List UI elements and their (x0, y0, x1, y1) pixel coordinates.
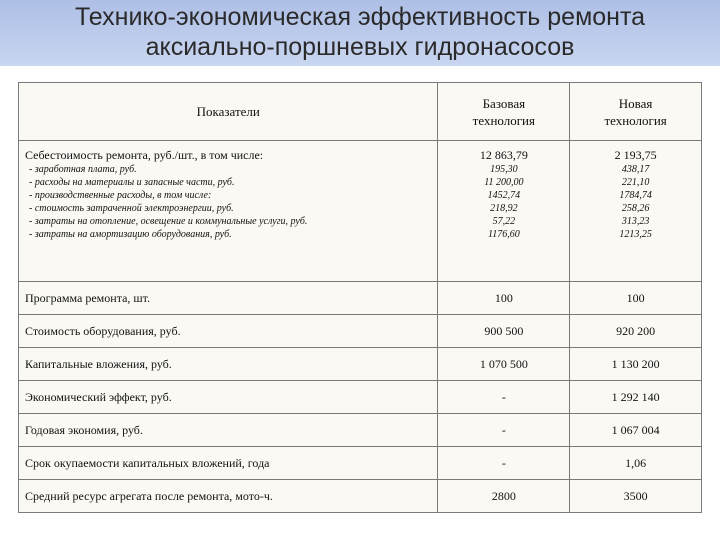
cost-base-cell (438, 141, 570, 282)
row-new-value: 1 292 140 (570, 381, 702, 414)
cost-label: Себестоимость ремонта, руб./шт., в том числе: (25, 148, 264, 162)
row-label: Годовая экономия, руб. (19, 414, 438, 447)
cost-item-label: - затраты на отопление, освещение и коммунальные услуги, руб. (29, 216, 308, 227)
header-row (19, 83, 702, 141)
table-row (19, 282, 702, 315)
cost-base-total: 12 863,79 (479, 148, 528, 162)
row-label: Экономический эффект, руб. (19, 381, 438, 414)
row-label: Капитальные вложения, руб. (19, 348, 438, 381)
cost-item-label: - стоимость затраченной электроэнергии, руб. (29, 203, 234, 214)
cost-items (25, 163, 431, 241)
efficiency-table (18, 82, 702, 513)
row-new-value: 1,06 (570, 447, 702, 480)
table-row (19, 480, 702, 513)
row-base-value: - (438, 447, 570, 480)
row-new-value: 3500 (570, 480, 702, 513)
cost-row (19, 141, 702, 282)
cost-item-label: - производственные расходы, в том числе: (29, 190, 212, 201)
row-base-value: - (438, 414, 570, 447)
header-new: Новая технология (570, 83, 702, 141)
row-base-value: - (438, 381, 570, 414)
cost-new-items: 438,17 221,10 1784,74 258,26 313,23 1213,25 (619, 164, 652, 240)
title-line-1: Технико-экономическая эффективность ремонта (74, 3, 646, 31)
row-new-value: 920 200 (570, 315, 702, 348)
title-line-2: аксиально-поршневых гидронасосов (145, 33, 575, 61)
cost-item-label: - затраты на амортизацию оборудования, руб. (29, 229, 232, 240)
row-label: Стоимость оборудования, руб. (19, 315, 438, 348)
table-row (19, 381, 702, 414)
table-row (19, 348, 702, 381)
cost-label-cell (19, 141, 438, 282)
row-new-value: 1 067 004 (570, 414, 702, 447)
row-new-value: 1 130 200 (570, 348, 702, 381)
cost-item-label: - расходы на материалы и запасные части, руб. (29, 177, 235, 188)
row-label: Программа ремонта, шт. (19, 282, 438, 315)
row-base-value: 100 (438, 282, 570, 315)
row-base-value: 2800 (438, 480, 570, 513)
row-label: Срок окупаемости капитальных вложений, года (19, 447, 438, 480)
header-indicators: Показатели (19, 83, 438, 141)
table-row (19, 414, 702, 447)
table-row (19, 315, 702, 348)
header-base: Базовая технология (438, 83, 570, 141)
slide-title (0, 2, 720, 62)
table-row (19, 447, 702, 480)
cost-base-items: 195,30 11 200,00 1452,74 218,92 57,22 1176,60 (484, 164, 524, 240)
row-label: Средний ресурс агрегата после ремонта, мото-ч. (19, 480, 438, 513)
cost-item-label: - заработная плата, руб. (29, 164, 137, 175)
cost-new-total: 2 193,75 (614, 148, 657, 162)
row-base-value: 1 070 500 (438, 348, 570, 381)
row-base-value: 900 500 (438, 315, 570, 348)
cost-new-cell (570, 141, 702, 282)
row-new-value: 100 (570, 282, 702, 315)
